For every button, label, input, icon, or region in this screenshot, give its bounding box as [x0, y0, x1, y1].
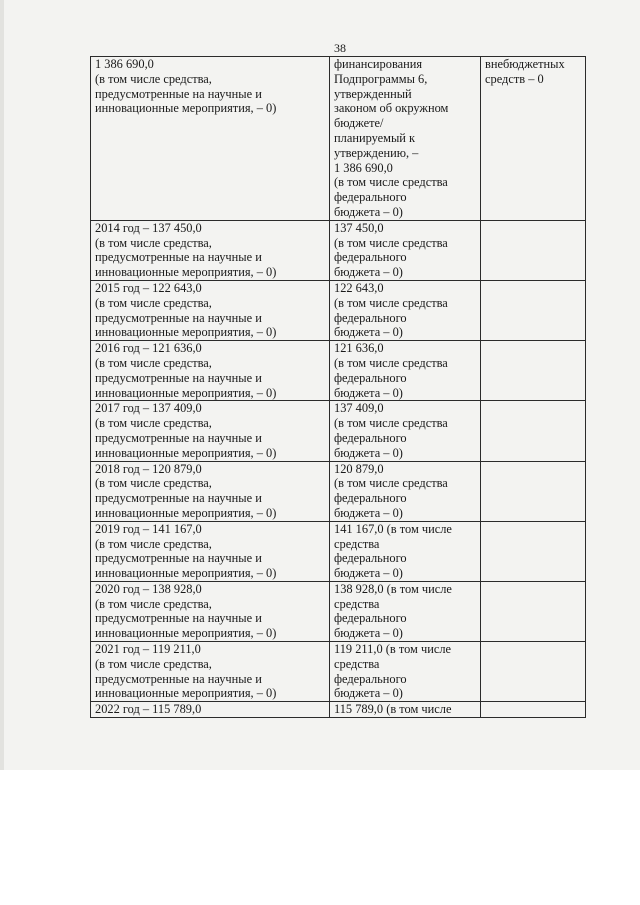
- cell-budget-source: 137 409,0 (в том числе средства федерального бюджета – 0): [330, 401, 481, 461]
- cell-budget-source: 137 450,0 (в том числе средства федерального бюджета – 0): [330, 220, 481, 280]
- cell-extrabudgetary: [481, 702, 586, 718]
- cell-budget-source: 119 211,0 (в том числе средства федерального бюджета – 0): [330, 642, 481, 702]
- cell-extrabudgetary: [481, 220, 586, 280]
- cell-extrabudgetary: внебюджетных средств – 0: [481, 57, 586, 221]
- scan-edge-shadow: [0, 0, 4, 770]
- cell-year-amount: 2022 год – 115 789,0: [91, 702, 330, 718]
- cell-budget-source: 121 636,0 (в том числе средства федерального бюджета – 0): [330, 341, 481, 401]
- page-number: 38: [334, 41, 346, 55]
- cell-budget-source: финансирования Подпрограммы 6, утвержденный законом об окружном бюджете/ планируемый к утверждению, – 1 386 690,0 (в том числе средства федерального бюджета – 0): [330, 57, 481, 221]
- table-row: [91, 702, 586, 718]
- cell-year-amount: 2014 год – 137 450,0 (в том числе средства, предусмотренные на научные и инновационные мероприятия, – 0): [91, 220, 330, 280]
- cell-budget-source: 115 789,0 (в том числе: [330, 702, 481, 718]
- table-row: [91, 521, 586, 581]
- table-row: [91, 57, 586, 221]
- table-row: [91, 642, 586, 702]
- cell-year-amount: 2019 год – 141 167,0 (в том числе средства, предусмотренные на научные и инновационные мероприятия, – 0): [91, 521, 330, 581]
- cell-extrabudgetary: [481, 280, 586, 340]
- table-row: [91, 341, 586, 401]
- cell-extrabudgetary: [481, 521, 586, 581]
- cell-year-amount: 2020 год – 138 928,0 (в том числе средства, предусмотренные на научные и инновационные мероприятия, – 0): [91, 581, 330, 641]
- table-row: [91, 581, 586, 641]
- cell-year-amount: 2018 год – 120 879,0 (в том числе средства, предусмотренные на научные и инновационные мероприятия, – 0): [91, 461, 330, 521]
- cell-budget-source: 138 928,0 (в том числе средства федерального бюджета – 0): [330, 581, 481, 641]
- cell-extrabudgetary: [481, 341, 586, 401]
- table-row: [91, 280, 586, 340]
- cell-extrabudgetary: [481, 581, 586, 641]
- cell-total-amount: 1 386 690,0 (в том числе средства, предусмотренные на научные и инновационные мероприятия, – 0): [91, 57, 330, 221]
- cell-extrabudgetary: [481, 401, 586, 461]
- financing-table: [90, 56, 586, 718]
- table-row: [91, 220, 586, 280]
- table-row: [91, 401, 586, 461]
- cell-year-amount: 2017 год – 137 409,0 (в том числе средства, предусмотренные на научные и инновационные мероприятия, – 0): [91, 401, 330, 461]
- table-row: [91, 461, 586, 521]
- cell-extrabudgetary: [481, 642, 586, 702]
- cell-budget-source: 120 879,0 (в том числе средства федерального бюджета – 0): [330, 461, 481, 521]
- cell-budget-source: 122 643,0 (в том числе средства федерального бюджета – 0): [330, 280, 481, 340]
- cell-year-amount: 2021 год – 119 211,0 (в том числе средства, предусмотренные на научные и инновационные мероприятия, – 0): [91, 642, 330, 702]
- cell-extrabudgetary: [481, 461, 586, 521]
- cell-budget-source: 141 167,0 (в том числе средства федерального бюджета – 0): [330, 521, 481, 581]
- cell-year-amount: 2016 год – 121 636,0 (в том числе средства, предусмотренные на научные и инновационные мероприятия, – 0): [91, 341, 330, 401]
- cell-year-amount: 2015 год – 122 643,0 (в том числе средства, предусмотренные на научные и инновационные мероприятия, – 0): [91, 280, 330, 340]
